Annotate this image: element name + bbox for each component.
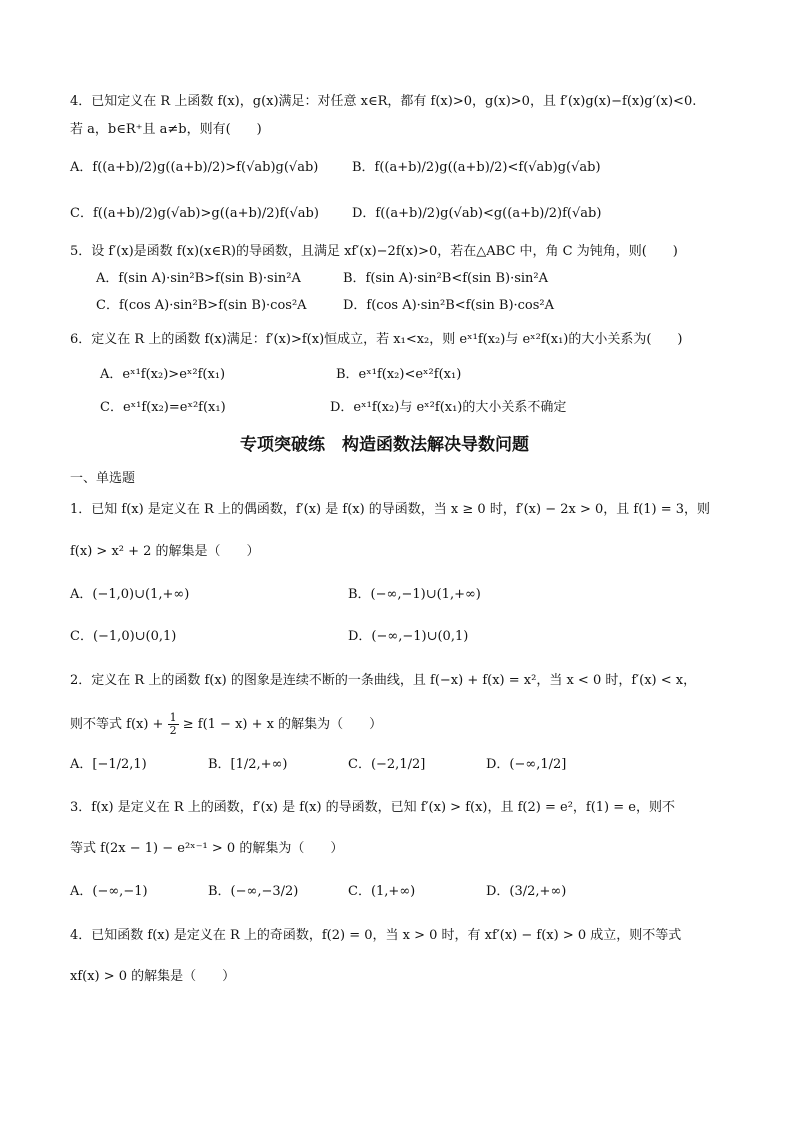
q3-stem-line2: 等式 f(2x − 1) − e²ˣ⁻¹ > 0 的解集为（ ）	[70, 841, 344, 856]
q2-option-a: A．[−1/2,1)	[70, 757, 147, 772]
old-q6-option-a: A．eˣ¹f(x₂)>eˣ²f(x₁)	[100, 367, 226, 382]
old-q5-option-a: A．f(sin A)·sin²B>f(sin B)·sin²A	[96, 271, 301, 286]
q4-stem-line2: xf(x) > 0 的解集是（ ）	[70, 969, 236, 984]
q1-stem-line1: 1．已知 f(x) 是定义在 R 上的偶函数，f′(x) 是 f(x) 的导函数，当 x ≥ 0 时，f′(x) − 2x > 0，且 f(1) = 3，则	[70, 502, 711, 517]
old-q4-stem-2: 若 a，b∈R⁺且 a≠b，则有( )	[70, 122, 262, 137]
q3-option-a: A．(−∞,−1)	[70, 884, 148, 899]
old-q6-option-d: D．eˣ¹f(x₂)与 eˣ²f(x₁)的大小关系不确定	[330, 400, 567, 415]
old-q4-option-b: B．f((a+b)/2)g((a+b)/2)<f(√ab)g(√ab)	[352, 160, 601, 175]
old-q4-stem: 4．已知定义在 R 上函数 f(x)，g(x)满足：对任意 x∈R，都有 f(x)>0，g(x)>0，且 f′(x)g(x)−f(x)g′(x)<0.	[70, 94, 697, 109]
page-title: 专项突破练 构造函数法解决导数问题	[240, 435, 529, 455]
q2-stem2-pre: 则不等式 f(x) +	[70, 717, 164, 732]
q1-option-c: C．(−1,0)∪(0,1)	[70, 629, 177, 644]
q3-option-c: C．(1,+∞)	[348, 884, 416, 899]
old-q6-stem: 6．定义在 R 上的函数 f(x)满足：f′(x)>f(x)恒成立，若 x₁<x₂，则 eˣ¹f(x₂)与 eˣ²f(x₁)的大小关系为( )	[70, 332, 683, 347]
q2-option-d: D．(−∞,1/2]	[486, 757, 567, 772]
old-q4-option-d: D．f((a+b)/2)g(√ab)<g((a+b)/2)f(√ab)	[352, 206, 602, 221]
section-heading: 一、单选题	[70, 471, 136, 486]
q2-option-b: B．[1/2,+∞)	[208, 757, 288, 772]
old-q4-option-c: C．f((a+b)/2)g(√ab)>g((a+b)/2)f(√ab)	[70, 206, 319, 221]
q3-option-b: B．(−∞,−3/2)	[208, 884, 299, 899]
q2-stem-line2	[70, 712, 382, 737]
old-q5-option-d: D．f(cos A)·sin²B<f(sin B)·cos²A	[343, 298, 555, 313]
q1-option-a: A．(−1,0)∪(1,+∞)	[70, 587, 190, 602]
old-q5-stem: 5．设 f′(x)是函数 f(x)(x∈R)的导函数，且满足 xf′(x)−2f(x)>0，若在△ABC 中，角 C 为钝角，则( )	[70, 244, 678, 259]
old-q4-option-a: A．f((a+b)/2)g((a+b)/2)>f(√ab)g(√ab)	[70, 160, 319, 175]
q1-stem-line2: f(x) > x² + 2 的解集是（ ）	[70, 544, 260, 559]
q2-stem-line1: 2．定义在 R 上的函数 f(x) 的图象是连续不断的一条曲线，且 f(−x) + f(x) = x²，当 x < 0 时，f′(x) < x，	[70, 673, 697, 688]
old-q6-option-b: B．eˣ¹f(x₂)<eˣ²f(x₁)	[336, 367, 462, 382]
old-q6-option-c: C．eˣ¹f(x₂)=eˣ²f(x₁)	[100, 400, 226, 415]
q3-stem-line1: 3．f(x) 是定义在 R 上的函数，f′(x) 是 f(x) 的导函数，已知 f′(x) > f(x)，且 f(2) = e²，f(1) = e，则不	[70, 800, 675, 815]
q4-stem-line1: 4．已知函数 f(x) 是定义在 R 上的奇函数，f(2) = 0，当 x > 0 时，有 xf′(x) − f(x) > 0 成立，则不等式	[70, 928, 682, 943]
q2-stem2-fraction	[168, 712, 179, 737]
q2-option-c: C．(−2,1/2]	[348, 757, 426, 772]
q3-option-d: D．(3/2,+∞)	[486, 884, 567, 899]
q2-fraction-numerator: 1	[169, 711, 177, 724]
q2-stem2-post: ≥ f(1 − x) + x 的解集为（ ）	[182, 717, 383, 732]
q1-option-d: D．(−∞,−1)∪(0,1)	[348, 629, 469, 644]
q2-fraction-denominator: 2	[169, 724, 177, 737]
q1-option-b: B．(−∞,−1)∪(1,+∞)	[348, 587, 481, 602]
old-q5-option-b: B．f(sin A)·sin²B<f(sin B)·sin²A	[343, 271, 548, 286]
old-q5-option-c: C．f(cos A)·sin²B>f(sin B)·cos²A	[96, 298, 307, 313]
